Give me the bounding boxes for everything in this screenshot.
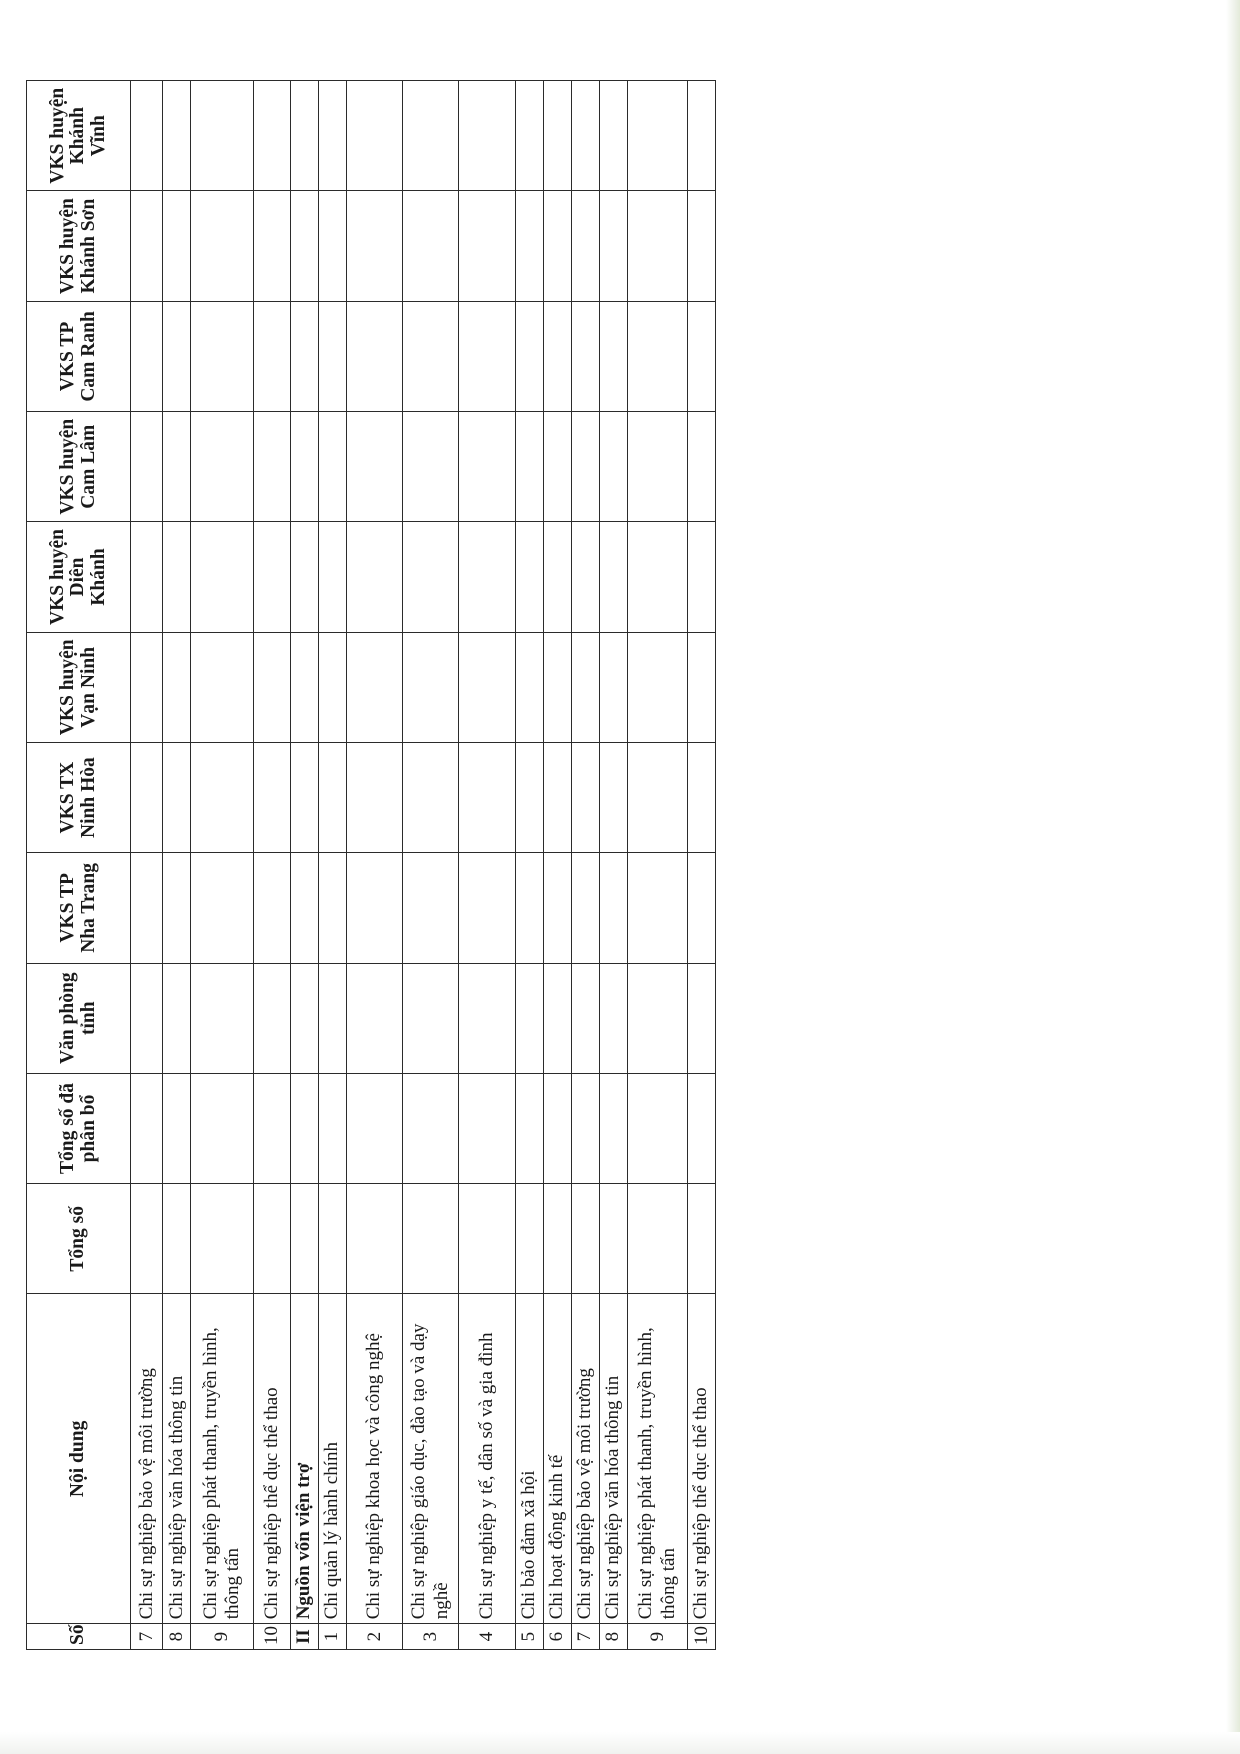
value-cell bbox=[318, 301, 346, 411]
row-number: 5 bbox=[515, 1624, 543, 1650]
value-cell bbox=[599, 522, 627, 632]
rotated-table-wrapper bbox=[26, 80, 716, 1650]
row-label: Chi sự nghiệp bảo vệ môi trường bbox=[571, 1294, 599, 1624]
value-cell bbox=[163, 853, 191, 963]
value-cell bbox=[459, 742, 515, 852]
value-cell bbox=[318, 853, 346, 963]
row-label: Chi sự nghiệp giáo dục, đào tạo và dạy nghề bbox=[403, 1294, 459, 1624]
table-row bbox=[163, 81, 191, 1650]
value-cell bbox=[515, 963, 543, 1073]
value-cell bbox=[688, 963, 716, 1073]
value-cell bbox=[599, 632, 627, 742]
value-cell bbox=[627, 191, 688, 301]
value-cell bbox=[290, 1184, 318, 1294]
value-cell bbox=[627, 522, 688, 632]
header-provincial-office: Văn phòng tỉnh bbox=[27, 963, 131, 1073]
value-cell bbox=[403, 301, 459, 411]
value-cell bbox=[163, 191, 191, 301]
value-cell bbox=[599, 1073, 627, 1183]
value-cell bbox=[403, 412, 459, 522]
value-cell bbox=[627, 742, 688, 852]
value-cell bbox=[318, 632, 346, 742]
row-number: 9 bbox=[191, 1624, 254, 1650]
value-cell bbox=[515, 742, 543, 852]
row-label: Chi sự nghiệp thể dục thể thao bbox=[688, 1294, 716, 1624]
row-number: 8 bbox=[163, 1624, 191, 1650]
header-total: Tổng số bbox=[27, 1184, 131, 1294]
row-number: 7 bbox=[131, 1624, 163, 1650]
value-cell bbox=[254, 742, 291, 852]
value-cell bbox=[131, 1184, 163, 1294]
value-cell bbox=[131, 412, 163, 522]
value-cell bbox=[571, 191, 599, 301]
value-cell bbox=[131, 191, 163, 301]
value-cell bbox=[543, 1184, 571, 1294]
value-cell bbox=[191, 301, 254, 411]
row-number: 10 bbox=[688, 1624, 716, 1650]
header-khanh-vinh: VKS huyện Khánh Vĩnh bbox=[27, 81, 131, 191]
value-cell bbox=[131, 301, 163, 411]
header-ninh-hoa: VKS TX Ninh Hòa bbox=[27, 742, 131, 852]
value-cell bbox=[688, 191, 716, 301]
value-cell bbox=[347, 632, 403, 742]
value-cell bbox=[290, 412, 318, 522]
header-cam-lam: VKS huyện Cam Lâm bbox=[27, 412, 131, 522]
budget-allocation-table bbox=[26, 80, 716, 1650]
value-cell bbox=[254, 301, 291, 411]
value-cell bbox=[627, 301, 688, 411]
value-cell bbox=[290, 963, 318, 1073]
value-cell bbox=[163, 1073, 191, 1183]
value-cell bbox=[599, 81, 627, 191]
value-cell bbox=[347, 81, 403, 191]
table-row bbox=[627, 81, 688, 1650]
value-cell bbox=[688, 853, 716, 963]
value-cell bbox=[131, 742, 163, 852]
value-cell bbox=[627, 412, 688, 522]
value-cell bbox=[191, 1184, 254, 1294]
scan-bottom-edge bbox=[0, 1732, 1240, 1754]
value-cell bbox=[191, 81, 254, 191]
header-nha-trang: VKS TP Nha Trang bbox=[27, 853, 131, 963]
table-row bbox=[459, 81, 515, 1650]
value-cell bbox=[191, 742, 254, 852]
row-label: Chi sự nghiệp văn hóa thông tin bbox=[599, 1294, 627, 1624]
value-cell bbox=[459, 301, 515, 411]
row-number: 10 bbox=[254, 1624, 291, 1650]
value-cell bbox=[318, 742, 346, 852]
value-cell bbox=[459, 81, 515, 191]
value-cell bbox=[403, 963, 459, 1073]
value-cell bbox=[254, 191, 291, 301]
value-cell bbox=[254, 632, 291, 742]
value-cell bbox=[163, 742, 191, 852]
row-label: Nguồn vốn viện trợ bbox=[290, 1294, 318, 1624]
value-cell bbox=[688, 1073, 716, 1183]
value-cell bbox=[688, 522, 716, 632]
value-cell bbox=[599, 742, 627, 852]
value-cell bbox=[254, 522, 291, 632]
value-cell bbox=[131, 522, 163, 632]
value-cell bbox=[515, 81, 543, 191]
value-cell bbox=[403, 522, 459, 632]
value-cell bbox=[318, 1184, 346, 1294]
value-cell bbox=[627, 963, 688, 1073]
value-cell bbox=[191, 191, 254, 301]
row-number: 6 bbox=[543, 1624, 571, 1650]
value-cell bbox=[191, 963, 254, 1073]
table-row bbox=[290, 81, 318, 1650]
table-row bbox=[347, 81, 403, 1650]
value-cell bbox=[347, 853, 403, 963]
value-cell bbox=[571, 632, 599, 742]
header-row bbox=[27, 81, 131, 1650]
value-cell bbox=[688, 1184, 716, 1294]
value-cell bbox=[290, 632, 318, 742]
value-cell bbox=[571, 1073, 599, 1183]
table-body bbox=[131, 81, 716, 1650]
value-cell bbox=[543, 963, 571, 1073]
value-cell bbox=[599, 1184, 627, 1294]
value-cell bbox=[403, 81, 459, 191]
value-cell bbox=[571, 853, 599, 963]
value-cell bbox=[515, 301, 543, 411]
value-cell bbox=[515, 853, 543, 963]
value-cell bbox=[627, 853, 688, 963]
value-cell bbox=[515, 632, 543, 742]
value-cell bbox=[543, 522, 571, 632]
value-cell bbox=[627, 1184, 688, 1294]
header-dien-khanh: VKS huyện Diên Khánh bbox=[27, 522, 131, 632]
value-cell bbox=[318, 191, 346, 301]
value-cell bbox=[163, 1184, 191, 1294]
header-content: Nội dung bbox=[27, 1294, 131, 1624]
row-label: Chi sự nghiệp khoa học và công nghệ bbox=[347, 1294, 403, 1624]
row-number: 9 bbox=[627, 1624, 688, 1650]
value-cell bbox=[318, 522, 346, 632]
value-cell bbox=[403, 191, 459, 301]
value-cell bbox=[543, 1073, 571, 1183]
value-cell bbox=[290, 522, 318, 632]
value-cell bbox=[627, 632, 688, 742]
row-number: II bbox=[290, 1624, 318, 1650]
value-cell bbox=[290, 1073, 318, 1183]
value-cell bbox=[459, 191, 515, 301]
value-cell bbox=[571, 412, 599, 522]
value-cell bbox=[459, 963, 515, 1073]
value-cell bbox=[131, 632, 163, 742]
value-cell bbox=[163, 963, 191, 1073]
header-total-allocated: Tổng số đã phân bổ bbox=[27, 1073, 131, 1183]
value-cell bbox=[290, 742, 318, 852]
value-cell bbox=[515, 1184, 543, 1294]
value-cell bbox=[571, 81, 599, 191]
value-cell bbox=[254, 1184, 291, 1294]
value-cell bbox=[571, 742, 599, 852]
value-cell bbox=[688, 301, 716, 411]
value-cell bbox=[543, 412, 571, 522]
value-cell bbox=[290, 191, 318, 301]
value-cell bbox=[163, 522, 191, 632]
value-cell bbox=[515, 522, 543, 632]
value-cell bbox=[599, 963, 627, 1073]
row-number: 1 bbox=[318, 1624, 346, 1650]
value-cell bbox=[254, 412, 291, 522]
scan-edge bbox=[1226, 0, 1240, 1754]
value-cell bbox=[318, 963, 346, 1073]
value-cell bbox=[403, 853, 459, 963]
table-row bbox=[599, 81, 627, 1650]
value-cell bbox=[131, 1073, 163, 1183]
table-row bbox=[688, 81, 716, 1650]
value-cell bbox=[688, 632, 716, 742]
value-cell bbox=[163, 301, 191, 411]
value-cell bbox=[254, 81, 291, 191]
value-cell bbox=[599, 412, 627, 522]
value-cell bbox=[347, 301, 403, 411]
value-cell bbox=[347, 963, 403, 1073]
table-row bbox=[131, 81, 163, 1650]
value-cell bbox=[459, 632, 515, 742]
value-cell bbox=[627, 81, 688, 191]
row-label: Chi sự nghiệp phát thanh, truyền hình, thông tấn bbox=[627, 1294, 688, 1624]
value-cell bbox=[459, 1184, 515, 1294]
row-label: Chi sự nghiệp y tế, dân số và gia đình bbox=[459, 1294, 515, 1624]
value-cell bbox=[543, 301, 571, 411]
value-cell bbox=[599, 853, 627, 963]
value-cell bbox=[163, 632, 191, 742]
table-row bbox=[254, 81, 291, 1650]
value-cell bbox=[543, 632, 571, 742]
value-cell bbox=[571, 522, 599, 632]
value-cell bbox=[403, 742, 459, 852]
value-cell bbox=[543, 191, 571, 301]
value-cell bbox=[254, 963, 291, 1073]
value-cell bbox=[191, 853, 254, 963]
row-label: Chi hoạt động kinh tế bbox=[543, 1294, 571, 1624]
value-cell bbox=[163, 412, 191, 522]
row-label: Chi sự nghiệp văn hóa thông tin bbox=[163, 1294, 191, 1624]
value-cell bbox=[403, 632, 459, 742]
value-cell bbox=[571, 301, 599, 411]
value-cell bbox=[290, 81, 318, 191]
row-number: 4 bbox=[459, 1624, 515, 1650]
value-cell bbox=[571, 963, 599, 1073]
value-cell bbox=[688, 412, 716, 522]
row-label: Chi sự nghiệp thể dục thể thao bbox=[254, 1294, 291, 1624]
value-cell bbox=[403, 1073, 459, 1183]
value-cell bbox=[347, 522, 403, 632]
value-cell bbox=[627, 1073, 688, 1183]
table-row bbox=[543, 81, 571, 1650]
value-cell bbox=[163, 81, 191, 191]
value-cell bbox=[191, 412, 254, 522]
value-cell bbox=[571, 1184, 599, 1294]
row-label: Chi quản lý hành chính bbox=[318, 1294, 346, 1624]
value-cell bbox=[543, 742, 571, 852]
value-cell bbox=[290, 301, 318, 411]
value-cell bbox=[347, 1184, 403, 1294]
value-cell bbox=[347, 412, 403, 522]
value-cell bbox=[403, 1184, 459, 1294]
value-cell bbox=[599, 191, 627, 301]
row-number: 7 bbox=[571, 1624, 599, 1650]
value-cell bbox=[688, 742, 716, 852]
value-cell bbox=[318, 412, 346, 522]
header-cam-ranh: VKS TP Cam Ranh bbox=[27, 301, 131, 411]
header-khanh-son: VKS huyện Khánh Sơn bbox=[27, 191, 131, 301]
header-van-ninh: VKS huyện Vạn Ninh bbox=[27, 632, 131, 742]
value-cell bbox=[131, 963, 163, 1073]
value-cell bbox=[599, 301, 627, 411]
value-cell bbox=[543, 853, 571, 963]
value-cell bbox=[254, 1073, 291, 1183]
value-cell bbox=[191, 522, 254, 632]
value-cell bbox=[191, 632, 254, 742]
value-cell bbox=[131, 853, 163, 963]
row-label: Chi bảo đảm xã hội bbox=[515, 1294, 543, 1624]
value-cell bbox=[543, 81, 571, 191]
value-cell bbox=[515, 412, 543, 522]
value-cell bbox=[459, 1073, 515, 1183]
row-label: Chi sự nghiệp phát thanh, truyền hình, thông tấn bbox=[191, 1294, 254, 1624]
value-cell bbox=[347, 742, 403, 852]
row-label: Chi sự nghiệp bảo vệ môi trường bbox=[131, 1294, 163, 1624]
row-number: 8 bbox=[599, 1624, 627, 1650]
value-cell bbox=[318, 1073, 346, 1183]
row-number: 2 bbox=[347, 1624, 403, 1650]
value-cell bbox=[459, 853, 515, 963]
header-no: Số bbox=[27, 1624, 131, 1650]
value-cell bbox=[318, 81, 346, 191]
value-cell bbox=[290, 853, 318, 963]
table-row bbox=[318, 81, 346, 1650]
value-cell bbox=[459, 412, 515, 522]
value-cell bbox=[347, 1073, 403, 1183]
value-cell bbox=[515, 1073, 543, 1183]
value-cell bbox=[347, 191, 403, 301]
table-row bbox=[403, 81, 459, 1650]
table-row bbox=[571, 81, 599, 1650]
value-cell bbox=[191, 1073, 254, 1183]
value-cell bbox=[688, 81, 716, 191]
value-cell bbox=[254, 853, 291, 963]
value-cell bbox=[459, 522, 515, 632]
table-row bbox=[515, 81, 543, 1650]
table-row bbox=[191, 81, 254, 1650]
value-cell bbox=[131, 81, 163, 191]
value-cell bbox=[515, 191, 543, 301]
row-number: 3 bbox=[403, 1624, 459, 1650]
